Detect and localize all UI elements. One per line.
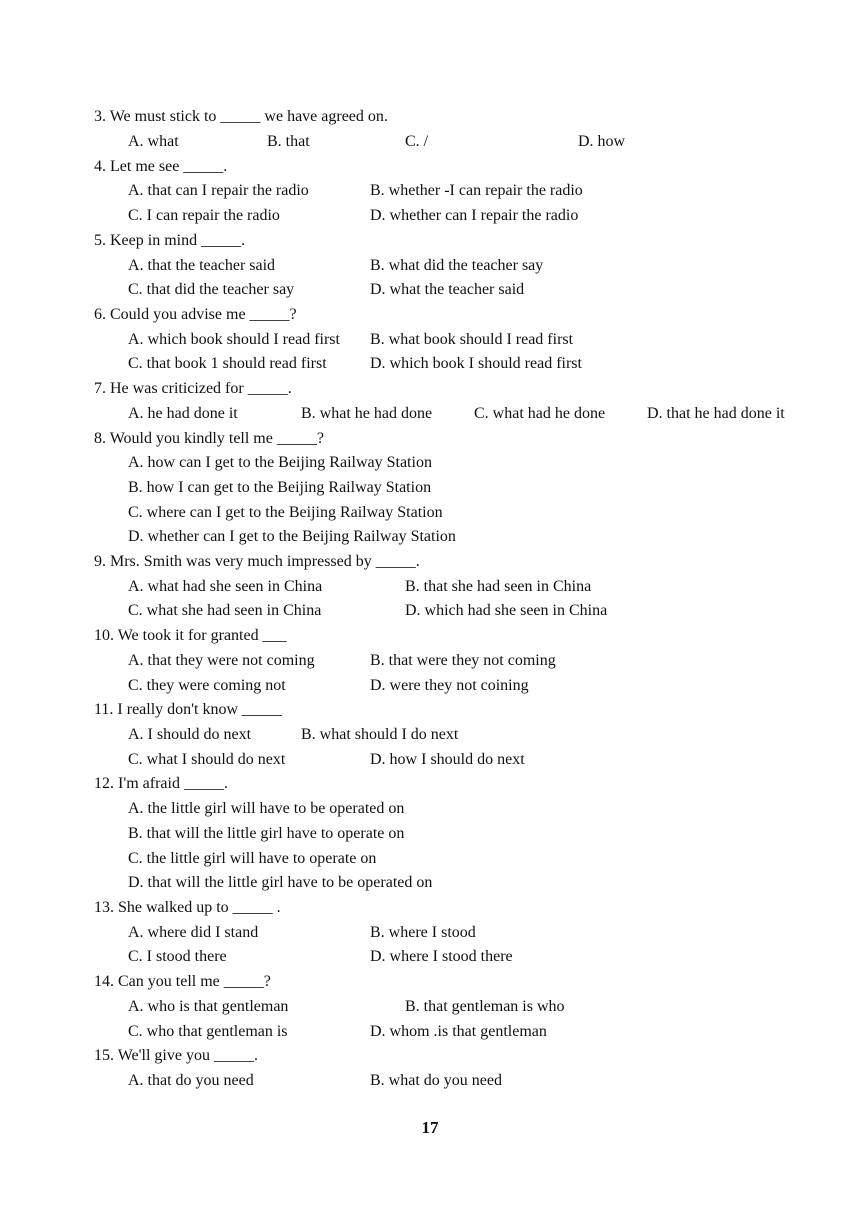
option-a: A. who is that gentleman	[128, 998, 289, 1015]
options-row	[0, 649, 860, 674]
question-11	[0, 698, 860, 723]
options-row	[0, 995, 860, 1020]
option-d: D. where I stood there	[370, 948, 513, 965]
options-row	[0, 451, 860, 476]
option-c: C. what I should do next	[128, 751, 286, 768]
option-a: A. that can I repair the radio	[128, 182, 309, 199]
options-row	[0, 278, 860, 303]
option-b: B. where I stood	[370, 924, 476, 941]
options-row	[0, 797, 860, 822]
question-9	[0, 550, 860, 575]
question-stem: 10. We took it for granted ___	[94, 627, 287, 644]
option-d: D. what the teacher said	[370, 281, 525, 298]
option-c: C. they were coming not	[128, 677, 286, 694]
option-a: A. which book should I read first	[128, 331, 340, 348]
option-c: C. /	[405, 133, 429, 150]
option-c: C. the little girl will have to operate on	[128, 850, 377, 867]
option-a: A. that they were not coming	[128, 652, 315, 669]
options-row	[0, 328, 860, 353]
option-c: C. what had he done	[474, 405, 606, 422]
option-b: B. that gentleman is who	[405, 998, 565, 1015]
option-b: B. what book should I read first	[370, 331, 574, 348]
option-d: D. whom .is that gentleman	[370, 1023, 547, 1040]
option-d: D. whether can I repair the radio	[370, 207, 579, 224]
option-b: B. how I can get to the Beijing Railway Station	[128, 479, 432, 496]
options-row	[0, 476, 860, 501]
options-row	[0, 921, 860, 946]
options-row	[0, 352, 860, 377]
question-7	[0, 377, 860, 402]
option-d: D. whether can I get to the Beijing Railway Station	[128, 528, 456, 545]
question-stem: 6. Could you advise me _____?	[94, 306, 297, 323]
page-number: 17	[421, 1118, 439, 1137]
question-stem: 11. I really don't know _____	[94, 701, 283, 718]
question-12	[0, 772, 860, 797]
question-stem: 3. We must stick to _____ we have agreed on.	[94, 108, 388, 125]
question-5	[0, 229, 860, 254]
option-b: B. that she had seen in China	[405, 578, 592, 595]
option-a: A. he had done it	[128, 405, 238, 422]
question-stem: 14. Can you tell me _____?	[94, 973, 271, 990]
option-a: A. that do you need	[128, 1072, 254, 1089]
option-c: C. I stood there	[128, 948, 227, 965]
option-a: A. where did I stand	[128, 924, 259, 941]
option-c: C. who that gentleman is	[128, 1023, 288, 1040]
option-a: A. how can I get to the Beijing Railway Station	[128, 454, 432, 471]
option-b: B. what should I do next	[301, 726, 459, 743]
option-d: D. how I should do next	[370, 751, 525, 768]
option-d: D. which had she seen in China	[405, 602, 608, 619]
option-c: C. that book 1 should read first	[128, 355, 327, 372]
option-d: D. which book I should read first	[370, 355, 582, 372]
option-b: B. that were they not coming	[370, 652, 556, 669]
question-stem: 12. I'm afraid _____.	[94, 775, 228, 792]
option-b: B. that	[267, 133, 310, 150]
option-c: C. I can repair the radio	[128, 207, 280, 224]
option-b: B. what he had done	[301, 405, 433, 422]
options-row	[0, 748, 860, 773]
options-row	[0, 871, 860, 896]
question-stem: 4. Let me see _____.	[94, 158, 228, 175]
option-a: A. the little girl will have to be operated on	[128, 800, 405, 817]
options-row	[0, 254, 860, 279]
question-15	[0, 1044, 860, 1069]
question-stem: 8. Would you kindly tell me _____?	[94, 430, 324, 447]
options-row	[0, 599, 860, 624]
options-row	[0, 847, 860, 872]
question-stem: 15. We'll give you _____.	[94, 1047, 258, 1064]
option-d: D. were they not coining	[370, 677, 529, 694]
option-a: A. what	[128, 133, 179, 150]
question-8	[0, 427, 860, 452]
question-stem: 13. She walked up to _____ .	[94, 899, 281, 916]
option-a: A. that the teacher said	[128, 257, 276, 274]
options-row	[0, 822, 860, 847]
option-c: C. where can I get to the Beijing Railway Station	[128, 504, 443, 521]
options-row	[0, 674, 860, 699]
options-row	[0, 1020, 860, 1045]
question-4	[0, 155, 860, 180]
options-row	[0, 723, 860, 748]
question-stem: 5. Keep in mind _____.	[94, 232, 246, 249]
options-row	[0, 575, 860, 600]
option-b: B. whether -I can repair the radio	[370, 182, 583, 199]
option-d: D. how	[578, 133, 626, 150]
options-row	[0, 130, 860, 155]
option-d: D. that he had done it	[647, 405, 785, 422]
option-c: C. that did the teacher say	[128, 281, 295, 298]
option-b: B. that will the little girl have to operate on	[128, 825, 405, 842]
question-14	[0, 970, 860, 995]
question-3	[0, 105, 860, 130]
question-6	[0, 303, 860, 328]
question-stem: 7. He was criticized for _____.	[94, 380, 292, 397]
options-row	[0, 1069, 860, 1094]
question-13	[0, 896, 860, 921]
option-d: D. that will the little girl have to be operated on	[128, 874, 433, 891]
option-a: A. I should do next	[128, 726, 252, 743]
options-row	[0, 204, 860, 229]
options-row	[0, 501, 860, 526]
options-row	[0, 179, 860, 204]
option-c: C. what she had seen in China	[128, 602, 322, 619]
question-10	[0, 624, 860, 649]
option-a: A. what had she seen in China	[128, 578, 323, 595]
option-b: B. what did the teacher say	[370, 257, 544, 274]
question-stem: 9. Mrs. Smith was very much impressed by _____.	[94, 553, 420, 570]
options-row	[0, 402, 860, 427]
options-row	[0, 525, 860, 550]
option-b: B. what do you need	[370, 1072, 502, 1089]
options-row	[0, 945, 860, 970]
